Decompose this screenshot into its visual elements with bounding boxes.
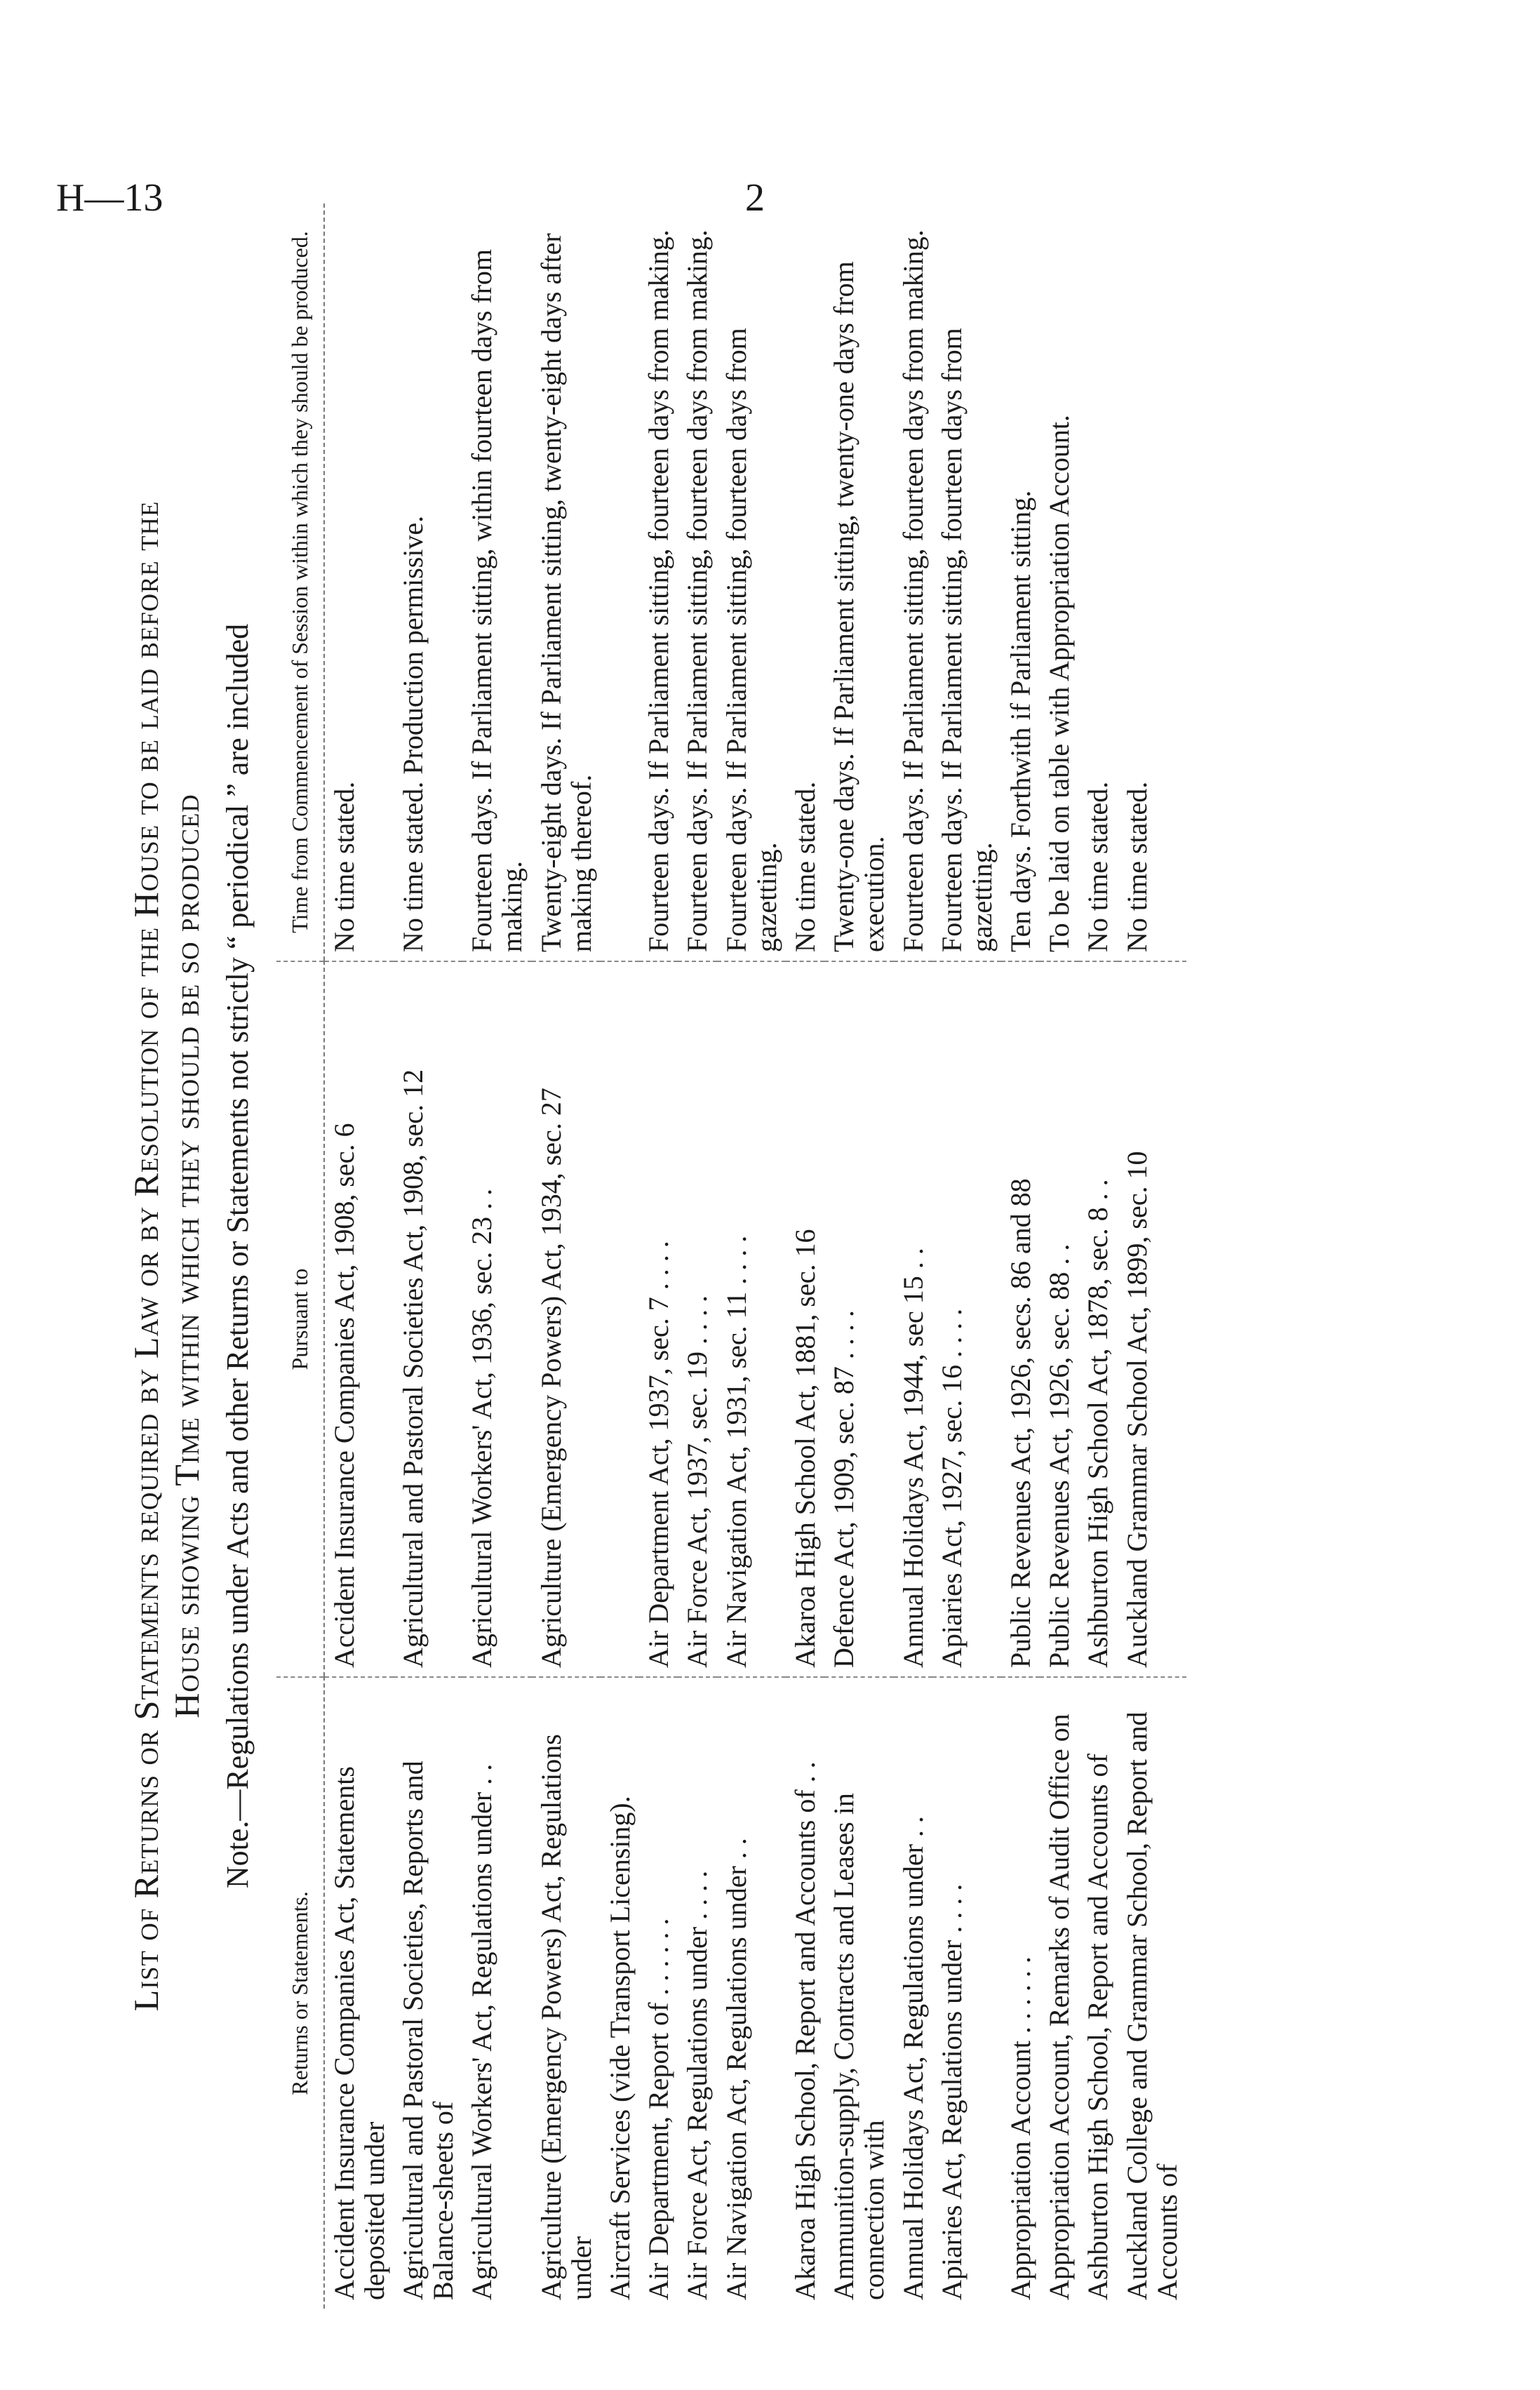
cell-return: Agricultural Workers' Act, Regulations under . . bbox=[466, 1763, 498, 2300]
table-row bbox=[462, 203, 531, 2309]
cell-return: Annual Holidays Act, Regulations under . . bbox=[897, 1816, 929, 2300]
document-code: H—13 bbox=[56, 176, 163, 220]
column-header-returns: Returns or Statements. bbox=[276, 1677, 324, 2309]
cell-pursuant: Apiaries Act, 1927, sec. 16 . . . . bbox=[932, 961, 1001, 1677]
returns-table bbox=[276, 203, 1186, 2309]
cell-time: Fourteen days. If Parliament sitting, fourteen days from making. bbox=[678, 203, 716, 961]
cell-pursuant: Agricultural and Pastoral Societies Act, 1908, sec. 12 bbox=[394, 961, 462, 1677]
cell-pursuant bbox=[601, 961, 639, 1677]
cell-return: Appropriation Account, Remarks of Audit Office on bbox=[1043, 1714, 1076, 2300]
table-header-row bbox=[276, 203, 324, 2309]
table-row bbox=[932, 203, 1001, 2309]
cell-time bbox=[601, 203, 639, 961]
table-row bbox=[678, 203, 716, 2309]
cell-return: Agriculture (Emergency Powers) Act, Regulations under bbox=[535, 1734, 597, 2300]
cell-pursuant: Air Department Act, 1937, sec. 7 . . . . bbox=[639, 961, 678, 1677]
table-row bbox=[532, 203, 601, 2309]
table-row bbox=[1001, 203, 1040, 2309]
cell-time: Twenty-eight days. If Parliament sitting, twenty-eight days after making thereof. bbox=[532, 203, 601, 961]
table-body bbox=[324, 203, 1187, 2309]
cell-pursuant: Public Revenues Act, 1926, secs. 86 and 88 bbox=[1001, 961, 1040, 1677]
cell-return: Accident Insurance Companies Act, Statements deposited under bbox=[328, 1766, 390, 2300]
table-row bbox=[1040, 203, 1078, 2309]
cell-pursuant: Air Force Act, 1937, sec. 19 . . . . bbox=[678, 961, 716, 1677]
page-number: 2 bbox=[745, 176, 765, 220]
cell-time: Fourteen days. If Parliament sitting, fourteen days from gazetting. bbox=[717, 203, 786, 961]
table-row bbox=[1118, 203, 1186, 2309]
cell-return: Akaroa High School, Report and Accounts of . . bbox=[789, 1761, 821, 2300]
title-line-1: List of Returns or Statements required by Law or by Resolution of the House to be laid before the bbox=[126, 500, 166, 2012]
cell-pursuant: Air Navigation Act, 1931, sec. 11 . . . . bbox=[717, 961, 786, 1677]
cell-time: Fourteen days. If Parliament sitting, fourteen days from making. bbox=[639, 203, 678, 961]
cell-time: No time stated. bbox=[1118, 203, 1186, 961]
cell-time: Fourteen days. If Parliament sitting, fourteen days from making. bbox=[894, 203, 932, 961]
cell-time: Fourteen days. If Parliament sitting, within fourteen days from making. bbox=[462, 203, 531, 961]
note: Note.—Regulations under Acts and other Returns or Statements not strictly “ periodical ” are included bbox=[220, 623, 255, 1889]
cell-pursuant: Annual Holidays Act, 1944, sec 15 . . bbox=[894, 961, 932, 1677]
cell-return: Air Department, Report of . . . . . . bbox=[643, 1918, 675, 2300]
cell-time: Ten days. Forthwith if Parliament sitting. bbox=[1001, 203, 1040, 961]
column-header-pursuant: Pursuant to bbox=[276, 961, 324, 1677]
cell-pursuant: Public Revenues Act, 1926, sec. 88 . . bbox=[1040, 961, 1078, 1677]
table-row bbox=[601, 203, 639, 2309]
rotated-table-page bbox=[126, 203, 1459, 2309]
column-header-time: Time from Commencement of Session within which they should be produced. bbox=[276, 203, 324, 961]
cell-return: Ammunition-supply, Contracts and Leases in connection with bbox=[828, 1793, 890, 2300]
table-row bbox=[786, 203, 824, 2309]
page-title bbox=[126, 203, 207, 2309]
cell-time: No time stated. bbox=[1078, 203, 1117, 961]
cell-return: Ashburton High School, Report and Accounts of bbox=[1082, 1754, 1114, 2300]
cell-return: Aircraft Services (vide Transport Licensing). bbox=[604, 1796, 636, 2300]
cell-time: No time stated. Production permissive. bbox=[394, 203, 462, 961]
table-row bbox=[824, 203, 893, 2309]
table-row bbox=[324, 203, 394, 2309]
table-row bbox=[717, 203, 786, 2309]
cell-return: Agricultural and Pastoral Societies, Reports and Balance-sheets of bbox=[396, 1761, 460, 2300]
cell-time: To be laid on table with Appropriation Account. bbox=[1040, 203, 1078, 961]
cell-time: No time stated. bbox=[786, 203, 824, 961]
cell-pursuant: Agricultural Workers' Act, 1936, sec. 23 . . bbox=[462, 961, 531, 1677]
cell-pursuant: Ashburton High School Act, 1878, sec. 8 . . bbox=[1078, 961, 1117, 1677]
cell-pursuant: Akaroa High School Act, 1881, sec. 16 bbox=[786, 961, 824, 1677]
cell-time: Twenty-one days. If Parliament sitting, twenty-one days from execution. bbox=[824, 203, 893, 961]
table-row bbox=[394, 203, 462, 2309]
cell-time: Fourteen days. If Parliament sitting, fourteen days from gazetting. bbox=[932, 203, 1001, 961]
cell-return: Appropriation Account . . . . . . bbox=[1005, 1956, 1037, 2300]
cell-return: Air Navigation Act, Regulations under . . bbox=[720, 1838, 752, 2300]
cell-pursuant: Auckland Grammar School Act, 1899, sec. 10 bbox=[1118, 961, 1186, 1677]
cell-pursuant: Accident Insurance Companies Act, 1908, sec. 6 bbox=[324, 961, 394, 1677]
table-row bbox=[894, 203, 932, 2309]
cell-return: Apiaries Act, Regulations under . . . . bbox=[935, 1883, 967, 2300]
table-row bbox=[1078, 203, 1117, 2309]
cell-pursuant: Defence Act, 1909, sec. 87 . . . . bbox=[824, 961, 893, 1677]
cell-time: No time stated. bbox=[324, 203, 394, 961]
table-row bbox=[639, 203, 678, 2309]
cell-pursuant: Agriculture (Emergency Powers) Act, 1934, sec. 27 bbox=[532, 961, 601, 1677]
title-line-2: House showing Time within which they should be so produced bbox=[166, 794, 206, 1718]
cell-return: Auckland College and Grammar School, Report and Accounts of bbox=[1120, 1711, 1183, 2300]
cell-return: Air Force Act, Regulations under . . . . bbox=[681, 1870, 714, 2300]
